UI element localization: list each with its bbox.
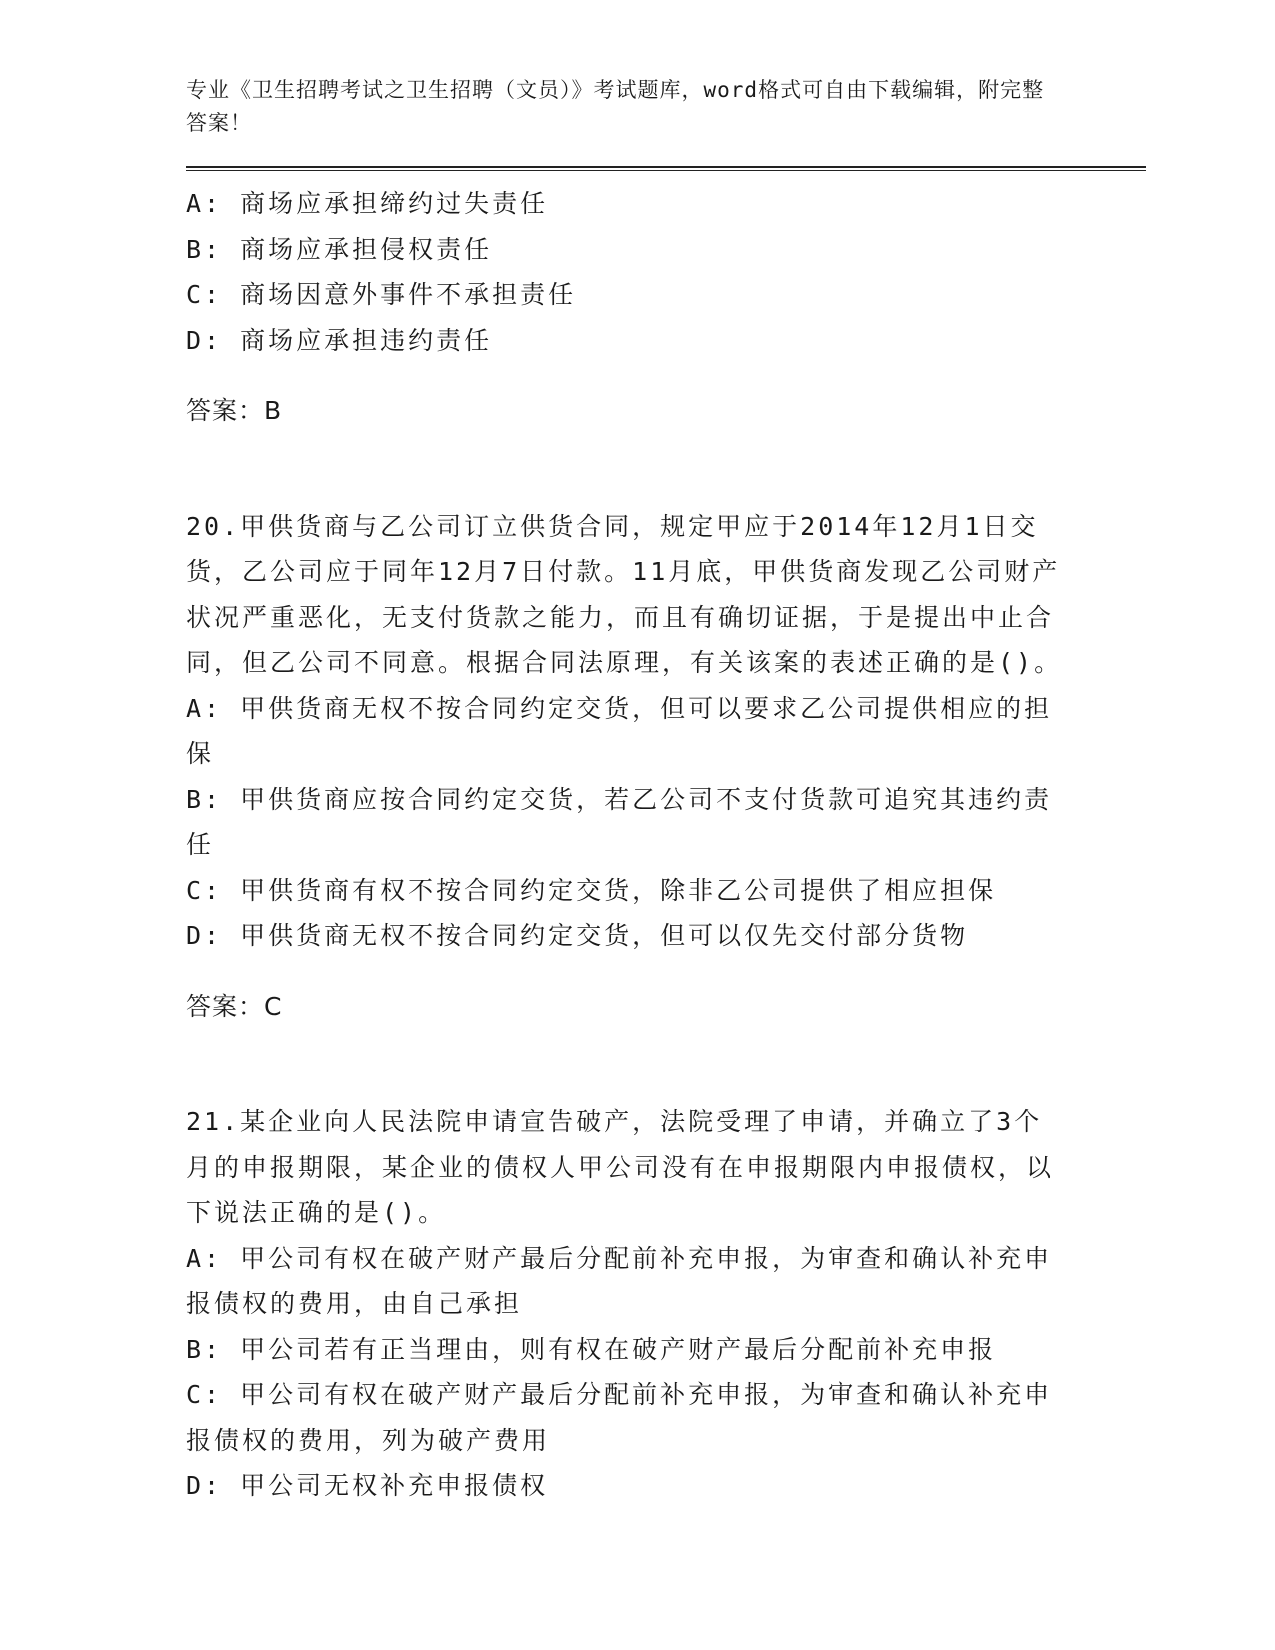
question-21 xyxy=(186,1099,1066,1509)
option-a: A: 商场应承担缔约过失责任 xyxy=(186,189,549,218)
option-a: A: 甲公司有权在破产财产最后分配前补充申报，为审查和确认补充申报债权的费用，由自己承担 xyxy=(186,1243,1053,1318)
document-page xyxy=(186,74,1146,1509)
option-d: D: 甲供货商无权不按合同约定交货，但可以仅先交付部分货物 xyxy=(186,921,969,950)
option-d: D: 甲公司无权补充申报债权 xyxy=(186,1471,549,1500)
option-d: D: 商场应承担违约责任 xyxy=(186,325,493,355)
spacer xyxy=(186,1054,1146,1099)
question-stem: 21.某企业向人民法院申请宣告破产，法院受理了申请，并确立了3个月的申报期限，某企业的债权人甲公司没有在申报期限内申报债权，以下说法正确的是()。 xyxy=(186,1107,1055,1227)
option-b: B: 商场应承担侵权责任 xyxy=(186,234,493,264)
option-b: B: 甲供货商应按合同约定交货，若乙公司不支付货款可追究其违约责任 xyxy=(186,784,1053,859)
header-divider xyxy=(186,166,1146,171)
question-list xyxy=(186,181,1146,1509)
option-b: B: 甲公司若有正当理由，则有权在破产财产最后分配前补充申报 xyxy=(186,1334,997,1364)
option-c: C: 甲供货商有权不按合同约定交货，除非乙公司提供了相应担保 xyxy=(186,875,997,905)
answer-line: 答案：C xyxy=(186,991,283,1021)
question-20 xyxy=(186,504,1066,1030)
question-19 xyxy=(186,181,1066,434)
spacer xyxy=(186,459,1146,504)
option-a: A: 甲供货商无权不按合同约定交货，但可以要求乙公司提供相应的担保 xyxy=(186,693,1053,768)
document-header: 专业《卫生招聘考试之卫生招聘（文员）》考试题库，word格式可自由下载编辑，附完整答案！ xyxy=(186,78,1045,135)
answer-line: 答案：B xyxy=(186,396,283,425)
option-c: C: 商场因意外事件不承担责任 xyxy=(186,280,577,309)
option-c: C: 甲公司有权在破产财产最后分配前补充申报，为审查和确认补充申报债权的费用，列为破产费用 xyxy=(186,1380,1053,1455)
question-stem: 20.甲供货商与乙公司订立供货合同，规定甲应于2014年12月1日交货，乙公司应于同年12月7日付款。11月底，甲供货商发现乙公司财产状况严重恶化，无支付货款之能力，而且有确切证据，于是提出中止合同，但乙公司不同意。根据合同法原理，有关该案的表述正确的是()。 xyxy=(186,511,1063,677)
